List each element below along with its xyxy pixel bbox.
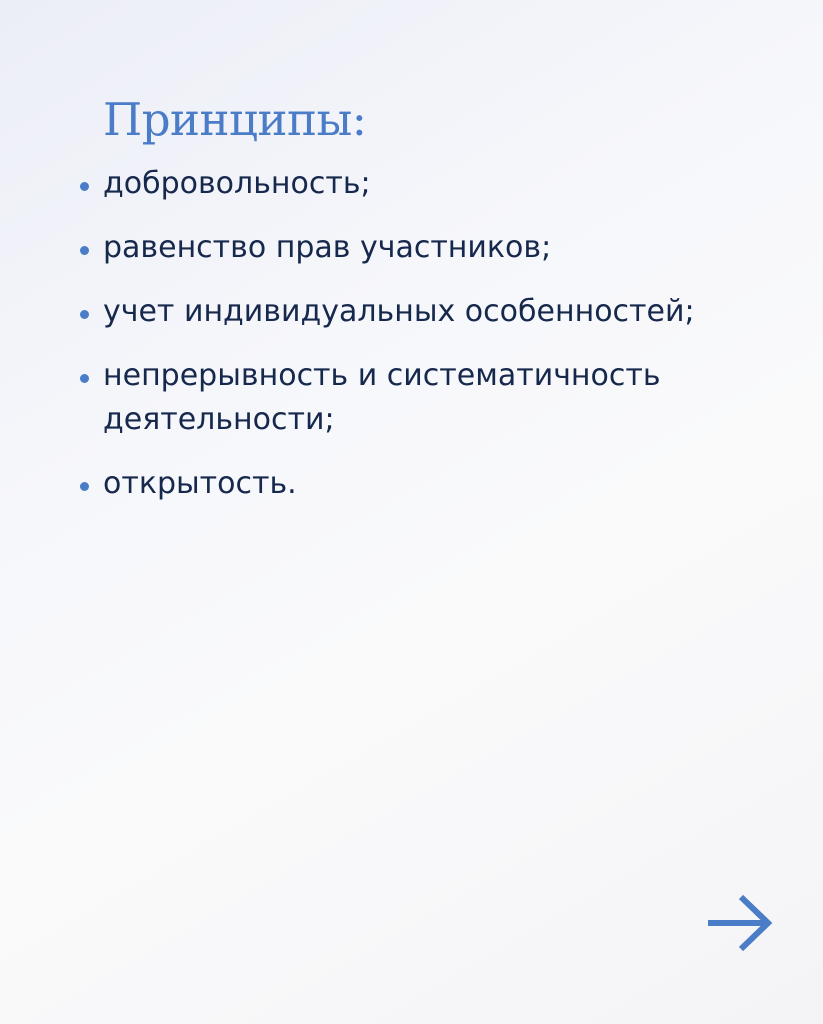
bullet-icon bbox=[80, 482, 89, 491]
list-item bbox=[78, 354, 778, 442]
list-item bbox=[78, 226, 778, 270]
list-item-text: непрерывность и систематичность деятельности; bbox=[103, 358, 661, 437]
bullet-icon bbox=[80, 374, 89, 383]
list-item-text: учет индивидуальных особенностей; bbox=[103, 294, 695, 329]
arrow-right-icon bbox=[706, 892, 774, 954]
list-item bbox=[78, 290, 778, 334]
slide-title: Принципы: bbox=[103, 93, 367, 146]
list-item-text: равенство прав участников; bbox=[103, 230, 552, 265]
list-item-text: открытость. bbox=[103, 466, 297, 501]
bullet-icon bbox=[80, 246, 89, 255]
next-slide-button[interactable] bbox=[706, 892, 774, 954]
list-item-text: добровольность; bbox=[103, 166, 371, 201]
bullet-icon bbox=[80, 182, 89, 191]
principles-list bbox=[78, 162, 778, 526]
list-item bbox=[78, 462, 778, 506]
list-item bbox=[78, 162, 778, 206]
bullet-icon bbox=[80, 310, 89, 319]
